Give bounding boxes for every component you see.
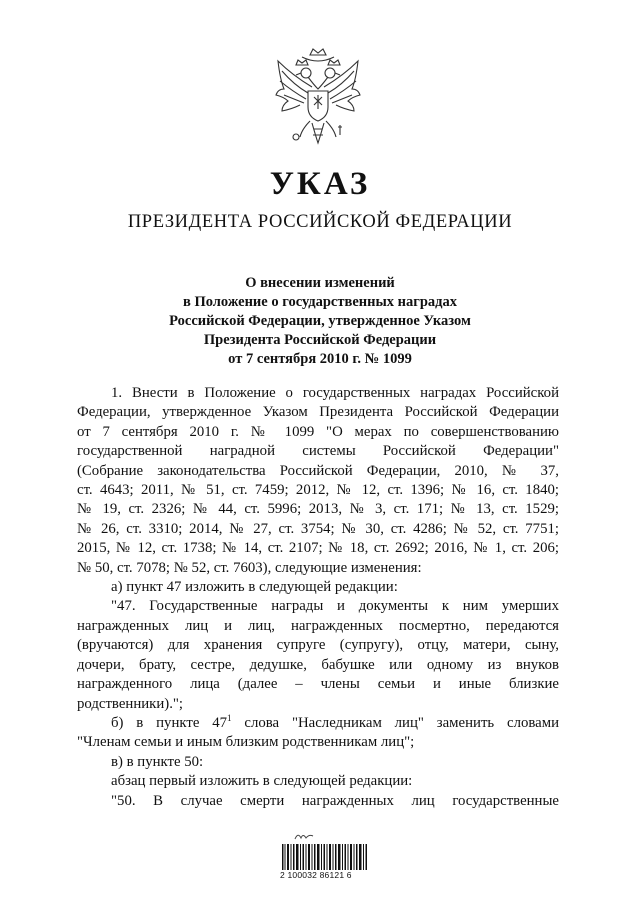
- body-line: в) в пункте 50:: [111, 753, 204, 770]
- body-line: ст. 4643; 2011, № 51, ст. 7459; 2012, № 12, ст. 1396; № 16, ст. 1840;: [77, 482, 559, 499]
- body-line-item-b: [77, 714, 559, 733]
- body-line: (Собрание законодательства Российской Федерации, 2010, № 37,: [77, 462, 559, 479]
- body-line: дочери, брату, сестре, дедушке, бабушке или одному из внуков: [77, 656, 559, 673]
- heading-line: от 7 сентября 2010 г. № 1099: [228, 351, 412, 367]
- body-line: № 19, ст. 2326; № 44, ст. 5996; 2013, № 3, ст. 171; № 13, ст. 1529;: [77, 501, 559, 518]
- body-line: Федерации, утвержденное Указом Президента Российской Федерации: [77, 404, 559, 421]
- body-line: награжденного лица (далее – члены семьи и иные близкие: [77, 676, 559, 693]
- heading-line: Российской Федерации, утвержденное Указом: [169, 313, 471, 329]
- barcode-icon: [282, 844, 368, 870]
- heading-line: О внесении изменений: [245, 275, 395, 291]
- body-line: а) пункт 47 изложить в следующей редакции:: [111, 579, 398, 596]
- decree-subtitle: ПРЕЗИДЕНТА РОССИЙСКОЙ ФЕДЕРАЦИИ: [127, 212, 513, 232]
- body-line: № 50, ст. 7078; № 52, ст. 7603), следующие изменения:: [77, 559, 422, 576]
- item-b-superscript: 1: [227, 712, 232, 723]
- heading-line: Президента Российской Федерации: [203, 332, 437, 348]
- body-line: "Членам семьи и иным близким родственникам лиц";: [77, 734, 415, 751]
- decree-title: УКАЗ: [269, 166, 371, 202]
- barcode-number: 2 100032 86121 6: [280, 870, 352, 880]
- body-line: (вручаются) для хранения супруге (супругу), отцу, матери, сыну,: [77, 637, 559, 654]
- body-line: 1. Внести в Положение о государственных наградах Российской: [111, 385, 559, 401]
- body-line: "50. В случае смерти награжденных лиц государственные: [111, 792, 559, 809]
- item-b-text: б) в пункте 47: [111, 714, 228, 731]
- body-line: "47. Государственные награды и документы к ним умерших: [111, 598, 559, 615]
- body-line: родственники).";: [77, 695, 184, 712]
- body-line: награжденных лиц и лиц, награжденных посмертно, передаются: [77, 617, 559, 634]
- body-line: от 7 сентября 2010 г. № 1099 "О мерах по совершенствованию: [77, 423, 559, 440]
- decree-heading: [60, 274, 580, 369]
- item-b-text-rest: слова "Наследникам лиц" заменить словами: [231, 714, 560, 731]
- body-line: № 26, ст. 3310; 2014, № 27, ст. 3754; № 30, ст. 4286; № 52, ст. 7751;: [77, 520, 559, 537]
- heading-line: в Положение о государственных наградах: [183, 294, 457, 310]
- decree-body: [77, 384, 559, 811]
- body-line: абзац первый изложить в следующей редакции:: [111, 773, 413, 790]
- body-line: 2015, № 12, ст. 1738; № 14, ст. 2107; № 18, ст. 2692; 2016, № 1, ст. 206;: [77, 540, 559, 557]
- coat-of-arms-icon: [272, 45, 364, 147]
- handwritten-mark-icon: [293, 830, 315, 842]
- body-line: государственной наградной системы Российской Федерации": [77, 443, 559, 460]
